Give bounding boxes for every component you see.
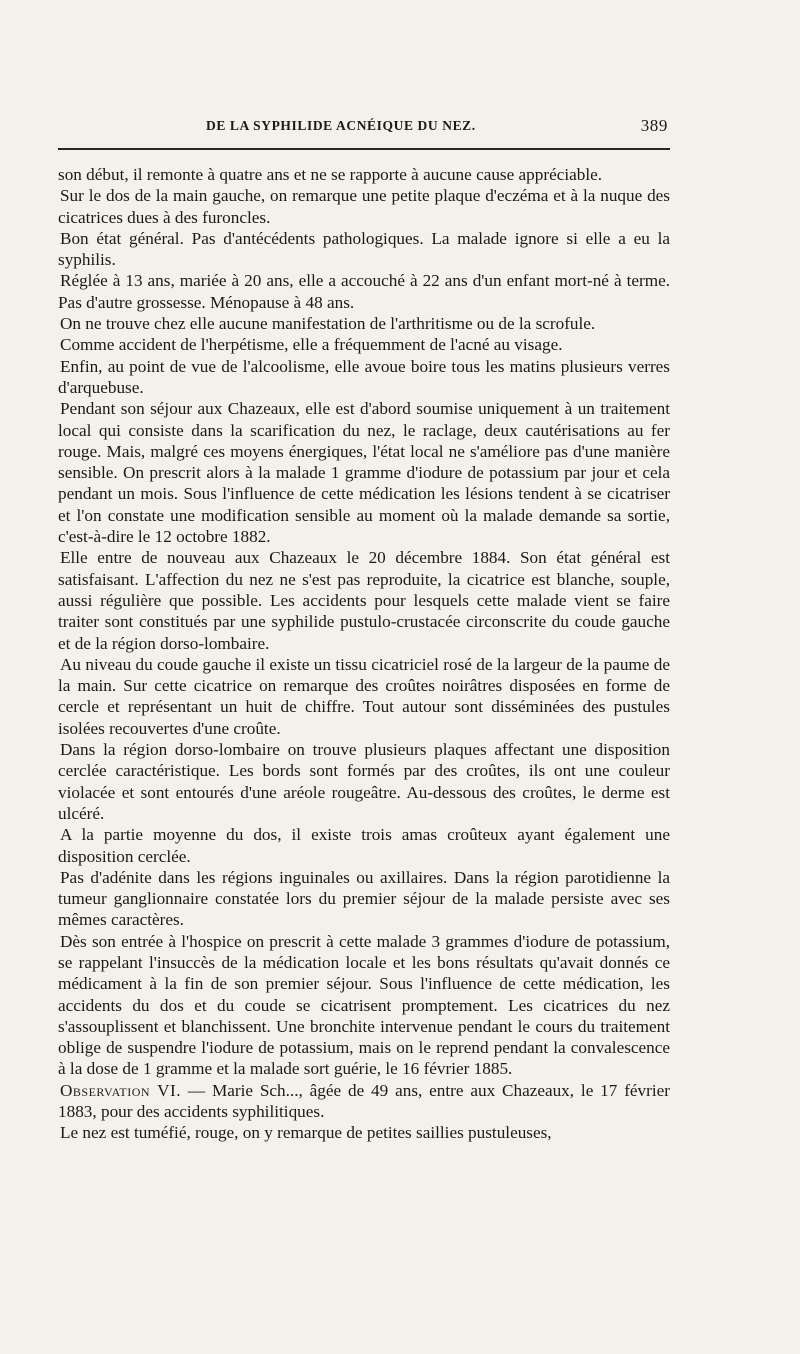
paragraph: Pendant son séjour aux Chazeaux, elle est d'abord soumise uniquement à un traitement local qui consiste dans la scarification du nez, le raclage, deux cautérisations au fer rouge. Mais, malgré ces moyens énergiques, l'état local ne s'améliore pas d'une manière sensible. On prescrit alors à la malade 1 gramme d'iodure de potassium par jour et cela pendant un mois. Sous l'influence de cette médication les lésions tendent à se cicatriser et l'on constate une modification sensible au moment où la malade demande sa sortie, c'est-à-dire le 12 octobre 1882.	[58, 399, 670, 547]
observation-paragraph	[58, 1080, 670, 1123]
paragraph: Enfin, au point de vue de l'alcoolisme, elle avoue boire tous les matins plusieurs verres d'arquebuse.	[58, 356, 670, 397]
paragraph: Elle entre de nouveau aux Chazeaux le 20 décembre 1884. Son état général est satisfaisant. L'affection du nez ne s'est pas reproduite, la cicatrice est blanche, souple, aussi régulière que possible. Les accidents pour lesquels cette malade vient se faire traiter sont constitués par une syphilide pustulo-crustacée circonscrite du coude gauche et de la région dorso-lombaire.	[58, 548, 670, 653]
observation-label: Observation VI.	[60, 1080, 182, 1100]
paragraph: Le nez est tuméfié, rouge, on y remarque de petites saillies pustuleuses,	[60, 1123, 552, 1143]
paragraph: A la partie moyenne du dos, il existe trois amas croûteux ayant également une disposition cerclée.	[58, 825, 670, 866]
paragraph: son début, il remonte à quatre ans et ne se rapporte à aucune cause appréciable.	[58, 165, 603, 184]
paragraph: Au niveau du coude gauche il existe un tissu cicatriciel rosé de la largeur de la paume de la main. Sur cette cicatrice on remarque des croûtes noirâtres disposées en forme de cercle et représentant un huit de chiffre. Tout autour sont disséminées des pustules isolées recouvertes d'une croûte.	[58, 654, 670, 738]
paragraph: Dans la région dorso-lombaire on trouve plusieurs plaques affectant une disposition cerclée caractéristique. Les bords sont formés par des croûtes, ils ont une couleur violacée et sont entourés d'une aréole rougeâtre. Au-dessous des croûtes, le derme est ulcéré.	[58, 740, 670, 823]
paragraph: Bon état général. Pas d'antécédents pathologiques. La malade ignore si elle a eu la syphilis.	[58, 228, 670, 270]
running-title: DE LA SYPHILIDE ACNÉIQUE DU NEZ.	[206, 118, 476, 133]
paragraph: On ne trouve chez elle aucune manifestation de l'arthritisme ou de la scrofule.	[60, 314, 596, 334]
paragraph: Dès son entrée à l'hospice on prescrit à cette malade 3 grammes d'iodure de potassium, se rappelant l'insuccès de la médication locale et les bons résultats qu'avait donnés ce médicament à la fin de son premier séjour. Sous l'influence de cette médication, les accidents du dos et du coude se cicatrisent promptement. Les cicatrices du nez s'assouplissent et blanchissent. Une bronchite intervenue pendant le cours du traitement oblige de suspendre l'iodure de potassium, mais on le reprend pendant la convalescence à la dose de 1 gramme et la malade sort guérie, le 16 février 1885.	[58, 931, 670, 1079]
page-number: 389	[640, 116, 668, 135]
observation-text: — Marie Sch..., âgée de 49 ans, entre aux Chazeaux, le 17 février 1883, pour des accidents syphilitiques.	[58, 1080, 671, 1122]
paragraph: Comme accident de l'herpétisme, elle a fréquemment de l'acné au visage.	[60, 335, 563, 355]
body-text	[58, 164, 670, 1144]
paragraph: Réglée à 13 ans, mariée à 20 ans, elle a accouché à 22 ans d'un enfant mort-né à terme. Pas d'autre grossesse. Ménopause à 48 ans.	[58, 271, 670, 312]
paragraph: Sur le dos de la main gauche, on remarque une petite plaque d'eczéma et à la nuque des cicatrices dues à des furoncles.	[58, 186, 670, 227]
page-header	[60, 116, 670, 138]
header-rule	[58, 148, 670, 150]
paragraph: Pas d'adénite dans les régions inguinales ou axillaires. Dans la région parotidienne la tumeur ganglionnaire constatée lors du premier séjour de la malade persiste avec ses mêmes caractères.	[58, 867, 670, 930]
